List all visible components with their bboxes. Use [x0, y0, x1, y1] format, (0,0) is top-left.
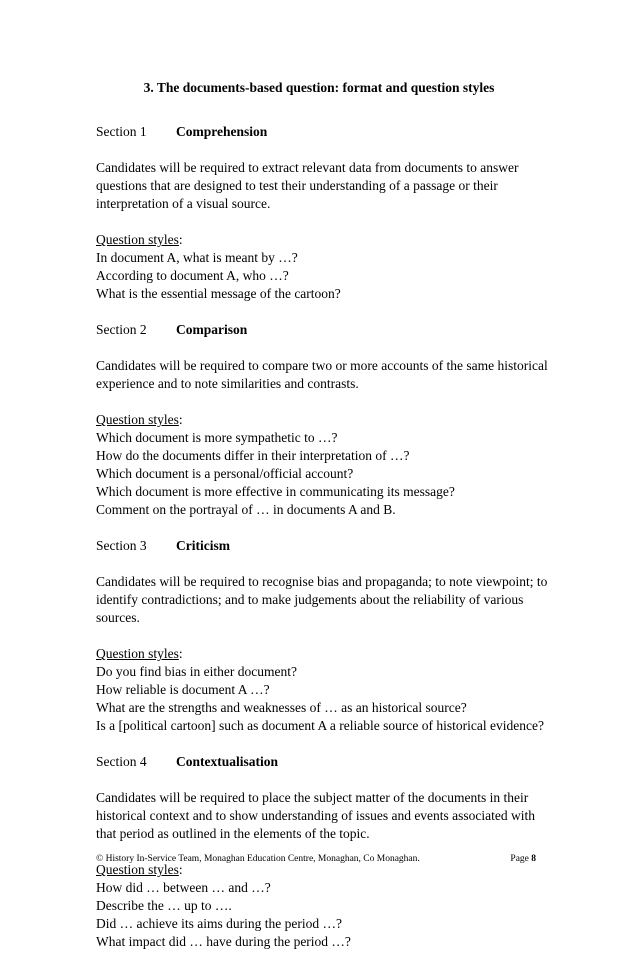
page-number	[510, 853, 536, 865]
section-name: Comprehension	[176, 124, 268, 139]
section-heading	[96, 321, 556, 339]
question-styles: Question styles: Which document is more sympathetic to …? How do the documents differ in their interpretation of …? Which document is a personal/official account? Which document is more effective in communicating its message? Comment on the portrayal of … in documents A and B.	[96, 411, 556, 519]
question-style-item: What is the essential message of the cartoon?	[96, 286, 341, 301]
section-description: Candidates will be required to recognise bias and propaganda; to note viewpoint; to identify contradictions; and to make judgements about the reliability of various sources.	[96, 574, 548, 625]
question-style-item: Which document is more sympathetic to …?	[96, 430, 338, 445]
section-heading	[96, 753, 556, 771]
section-1	[96, 123, 556, 303]
footer-copyright: © History In-Service Team, Monaghan Education Centre, Monaghan, Co Monaghan.	[96, 854, 420, 864]
question-style-item: What impact did … have during the period …?	[96, 934, 351, 949]
section-name: Contextualisation	[176, 754, 279, 769]
page-footer	[96, 853, 536, 865]
section-3	[96, 537, 556, 735]
question-style-item: In document A, what is meant by …?	[96, 250, 298, 265]
question-style-item: Is a [political cartoon] such as document A a reliable source of historical evidence?	[96, 718, 544, 733]
question-style-item: Which document is more effective in communicating its message?	[96, 484, 455, 499]
section-description: Candidates will be required to place the subject matter of the documents in their historical context and to show understanding of issues and events associated with that period as outlined in the elements of the topic.	[96, 790, 536, 841]
page-title: 3. The documents-based question: format and question styles	[143, 80, 495, 95]
question-styles: Question styles: In document A, what is meant by …? According to document A, who …? What is the essential message of the cartoon?	[96, 231, 556, 303]
question-style-item: Did … achieve its aims during the period …?	[96, 916, 342, 931]
section-heading	[96, 123, 556, 141]
section-number: Section 3	[96, 538, 147, 553]
question-styles-label: Question styles	[96, 646, 179, 661]
section-heading	[96, 537, 556, 555]
section-number: Section 4	[96, 754, 147, 769]
question-styles: Question styles: Do you find bias in either document? How reliable is document A …? What are the strengths and weaknesses of … as an historical source? Is a [political cartoon] such as document A a reliable source of historical evidence?	[96, 645, 556, 735]
question-style-item: According to document A, who …?	[96, 268, 289, 283]
page-label: Page	[510, 854, 529, 864]
page-content	[96, 123, 556, 969]
section-4	[96, 753, 556, 951]
question-styles: Question styles: How did … between … and …? Describe the … up to …. Did … achieve its aims during the period …? What impact did … have during the period …?	[96, 861, 556, 951]
question-style-item: How reliable is document A …?	[96, 682, 270, 697]
section-description: Candidates will be required to compare two or more accounts of the same historical experience and to note similarities and contrasts.	[96, 358, 548, 391]
question-style-item: Do you find bias in either document?	[96, 664, 297, 679]
section-name: Comparison	[176, 322, 248, 337]
question-style-item: What are the strengths and weaknesses of … as an historical source?	[96, 700, 467, 715]
question-styles-label: Question styles	[96, 232, 179, 247]
question-style-item: Which document is a personal/official account?	[96, 466, 354, 481]
question-style-item: How do the documents differ in their interpretation of …?	[96, 448, 410, 463]
question-style-item: How did … between … and …?	[96, 880, 271, 895]
section-number: Section 2	[96, 322, 147, 337]
question-style-item: Comment on the portrayal of … in documents A and B.	[96, 502, 396, 517]
question-styles-label: Question styles	[96, 412, 179, 427]
question-style-item: Describe the … up to ….	[96, 898, 232, 913]
section-number: Section 1	[96, 124, 147, 139]
section-name: Criticism	[176, 538, 230, 553]
page-number-value: 8	[531, 854, 536, 864]
section-2	[96, 321, 556, 519]
section-description: Candidates will be required to extract relevant data from documents to answer questions that are designed to test their understanding of a passage or their interpretation of a visual source.	[96, 160, 519, 211]
question-styles-label: Question styles	[96, 862, 179, 877]
